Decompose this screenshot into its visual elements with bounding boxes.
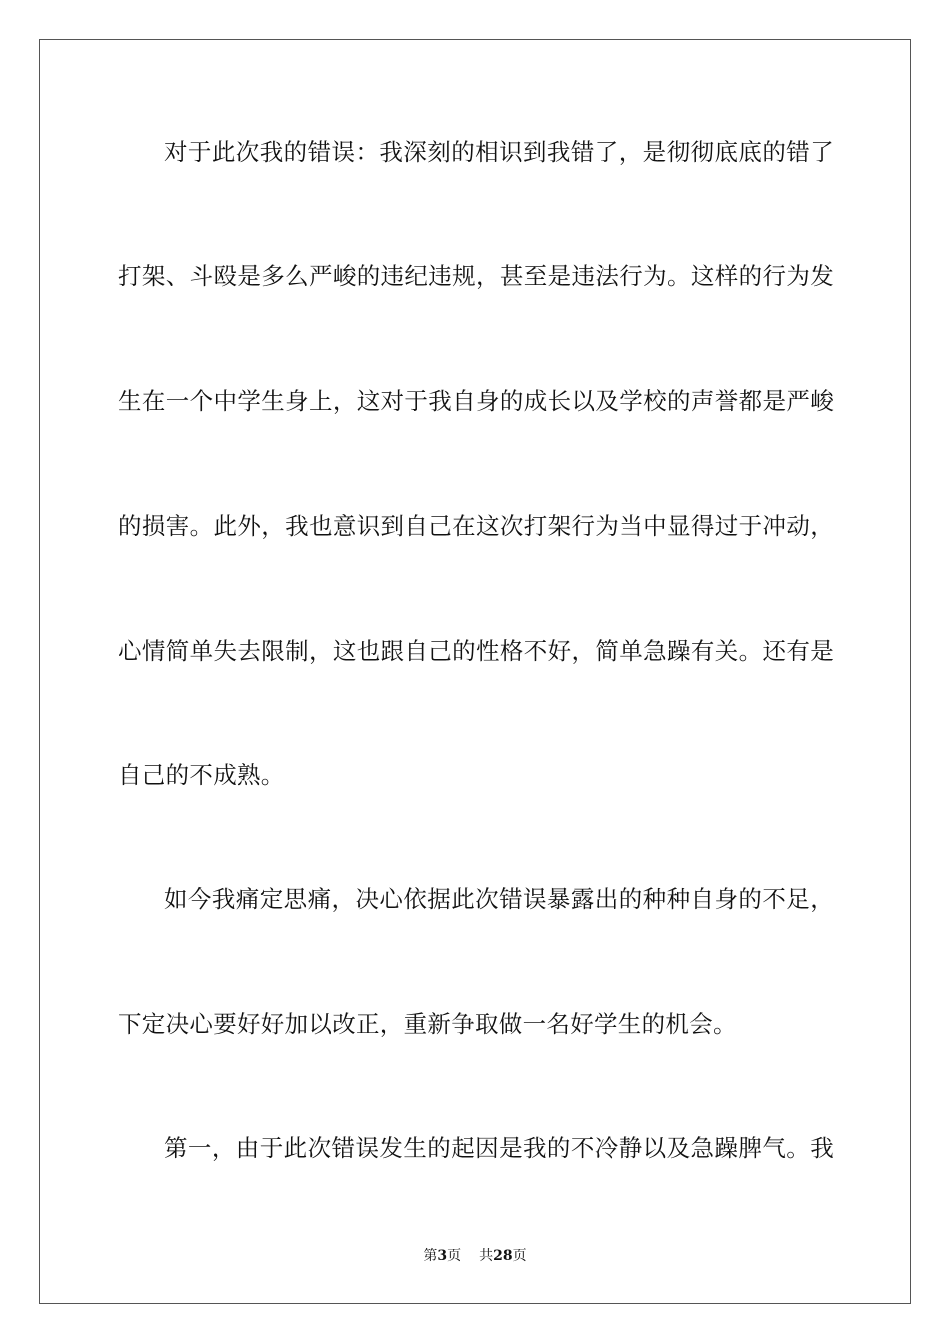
paragraph-line: 打架、斗殴是多么严峻的违纪违规，甚至是违法行为。这样的行为发 <box>118 262 834 290</box>
paragraph-line: 生在一个中学生身上，这对于我自身的成长以及学校的声誉都是严峻 <box>118 387 834 415</box>
page-border <box>39 39 911 1304</box>
paragraph-line: 如今我痛定思痛，决心依据此次错误暴露出的种种自身的不足， <box>164 885 834 913</box>
paragraph-line: 对于此次我的错误：我深刻的相识到我错了，是彻彻底底的错了 <box>164 138 834 166</box>
paragraph-line: 心情简单失去限制，这也跟自己的性格不好，简单急躁有关。还有是 <box>118 637 834 665</box>
page-suffix: 页 <box>447 1248 462 1264</box>
page-footer <box>0 1246 950 1266</box>
paragraph-line: 自己的不成熟。 <box>118 761 285 789</box>
total-pages: 28 <box>493 1248 513 1264</box>
paragraph-line: 第一，由于此次错误发生的起因是我的不冷静以及急躁脾气。我 <box>164 1134 834 1162</box>
page-number: 3 <box>437 1248 448 1264</box>
total-prefix: 共 <box>479 1248 494 1264</box>
paragraph-line: 的损害。此外，我也意识到自己在这次打架行为当中显得过于冲动， <box>118 512 834 540</box>
total-suffix: 页 <box>512 1248 527 1264</box>
page-prefix: 第 <box>423 1248 438 1264</box>
paragraph-line: 下定决心要好好加以改正，重新争取做一名好学生的机会。 <box>118 1010 737 1038</box>
